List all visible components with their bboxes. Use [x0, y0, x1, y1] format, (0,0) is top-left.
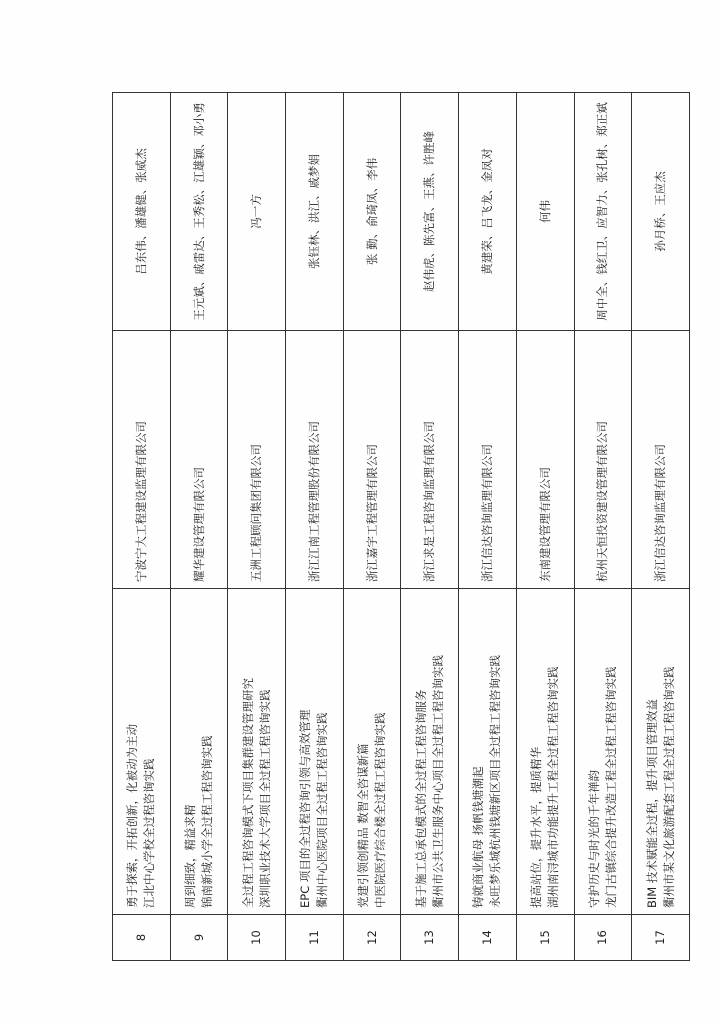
organization-cell — [113, 331, 171, 589]
project-title-line: 衢州市公共卫生服务中心项目全过程工程咨询实践 — [430, 655, 445, 908]
authors-cell — [170, 93, 228, 331]
organization-name: 耀华建设管理有限公司 — [191, 467, 206, 582]
row-number: 8 — [113, 915, 171, 961]
organization-cell — [632, 331, 690, 589]
authors-cell — [516, 93, 574, 331]
organization-cell — [170, 331, 228, 589]
project-title-line: 全过程工程咨询模式下项目集群建设管理研究 — [240, 678, 255, 908]
project-title-line: 永旺梦乐城杭州钱塘新区项目全过程工程咨询实践 — [488, 655, 503, 908]
project-title-line: 勇于探索，开拓创新，化被动为主动 — [125, 724, 140, 908]
project-title-line: BIM 技术赋能全过程，提升项目管理效益 — [644, 699, 659, 908]
authors-cell — [228, 93, 286, 331]
authors-names: 吕东伟、潘雄健、张威杰 — [133, 148, 148, 275]
authors-names: 冯一方 — [249, 194, 264, 229]
row-number: 16 — [574, 915, 632, 961]
row-number: 14 — [459, 915, 517, 961]
table-row — [228, 93, 286, 961]
organization-cell — [401, 331, 459, 589]
authors-cell — [286, 93, 344, 331]
project-title-line: 党建引领创精品 数智全咨谋新篇 — [356, 743, 371, 908]
table-row — [401, 93, 459, 961]
organization-cell — [574, 331, 632, 589]
row-number: 9 — [170, 915, 228, 961]
table-row — [516, 93, 574, 961]
project-title-line: 中医院医疗综合楼全过程工程咨询实践 — [373, 712, 388, 908]
authors-names: 孙月桥、王应杰 — [653, 171, 668, 252]
project-title-line: 周到细致，精益求精 — [183, 804, 198, 908]
project-title-cell — [574, 589, 632, 915]
project-title-cell — [401, 589, 459, 915]
authors-names: 张钰林、洪江、戚梦娟 — [306, 154, 321, 269]
authors-cell — [459, 93, 517, 331]
project-title-line: 基于施工总承包模式的全过程工程咨询服务 — [413, 689, 428, 908]
table-row — [632, 93, 690, 961]
project-title-line: 衢州市某文化旅游配套工程全过程工程咨询实践 — [661, 666, 676, 908]
project-title-line: 铸就商业航母 扬帆钱塘潮起 — [471, 766, 486, 908]
organization-name: 杭州天恒投资建设管理有限公司 — [595, 421, 610, 582]
table-row — [286, 93, 344, 961]
organization-name: 浙江信达咨询监理有限公司 — [653, 444, 668, 582]
authors-cell — [632, 93, 690, 331]
project-title-line: 深圳职业技术大学项目全过程工程咨询实践 — [257, 689, 272, 908]
authors-names: 何伟 — [537, 200, 552, 223]
authors-names: 王元斌、戚雷达、王秀松、江雄颖、邓小勇 — [191, 102, 206, 321]
project-title-cell — [632, 589, 690, 915]
award-table — [112, 92, 690, 961]
row-number: 10 — [228, 915, 286, 961]
authors-cell — [113, 93, 171, 331]
table-row — [113, 93, 171, 961]
project-title-cell — [343, 589, 401, 915]
organization-cell — [228, 331, 286, 589]
organization-cell — [459, 331, 517, 589]
rotated-table-container — [112, 93, 690, 961]
organization-cell — [286, 331, 344, 589]
authors-cell — [343, 93, 401, 331]
organization-name: 浙江信达咨询监理有限公司 — [479, 444, 494, 582]
project-title-line: 守护历史与时光的千年禅韵 — [586, 770, 601, 908]
organization-cell — [343, 331, 401, 589]
project-title-line: 锦南新城小学全过程工程咨询实践 — [200, 735, 215, 908]
authors-names: 张 勤、俞琦凤、李伟 — [364, 157, 379, 266]
table-body — [113, 93, 690, 961]
authors-names: 黄建荣、吕飞龙、金凤对 — [479, 148, 494, 275]
project-title-line: EPC 项目的全过程咨询引领与高效管理 — [298, 709, 313, 908]
organization-name: 浙江江南工程管理股份有限公司 — [306, 421, 321, 582]
authors-names: 周中全、钱红卫、应智力、张孔树、郑正斌 — [595, 102, 610, 321]
organization-name: 浙江求是工程咨询监理有限公司 — [422, 421, 437, 582]
authors-names: 赵伟虎、陈先富、王燕、许胜峰 — [422, 131, 437, 292]
project-title-cell — [113, 589, 171, 915]
project-title-cell — [286, 589, 344, 915]
organization-cell — [516, 331, 574, 589]
organization-name: 浙江嘉宇工程管理有限公司 — [364, 444, 379, 582]
project-title-cell — [459, 589, 517, 915]
table-row — [574, 93, 632, 961]
authors-cell — [574, 93, 632, 331]
table-row — [170, 93, 228, 961]
authors-cell — [401, 93, 459, 331]
table-row — [343, 93, 401, 961]
project-title-line: 江北中心学校全过程咨询实践 — [142, 758, 157, 908]
project-title-line: 湖州南浔城市功能提升工程全过程工程咨询实践 — [546, 666, 561, 908]
project-title-line: 龙门古镇综合提升改造工程全过程工程咨询实践 — [603, 666, 618, 908]
project-title-line: 提高站位，提升水平，提质精华 — [529, 747, 544, 908]
organization-name: 东南建设管理有限公司 — [537, 467, 552, 582]
project-title-cell — [516, 589, 574, 915]
row-number: 12 — [343, 915, 401, 961]
row-number: 17 — [632, 915, 690, 961]
project-title-cell — [228, 589, 286, 915]
organization-name: 宁波宁大工程建设监理有限公司 — [133, 421, 148, 582]
row-number: 15 — [516, 915, 574, 961]
table-row — [459, 93, 517, 961]
project-title-cell — [170, 589, 228, 915]
organization-name: 五洲工程顾问集团有限公司 — [249, 444, 264, 582]
row-number: 11 — [286, 915, 344, 961]
row-number: 13 — [401, 915, 459, 961]
project-title-line: 衢州中心医院项目全过程工程咨询实践 — [315, 712, 330, 908]
